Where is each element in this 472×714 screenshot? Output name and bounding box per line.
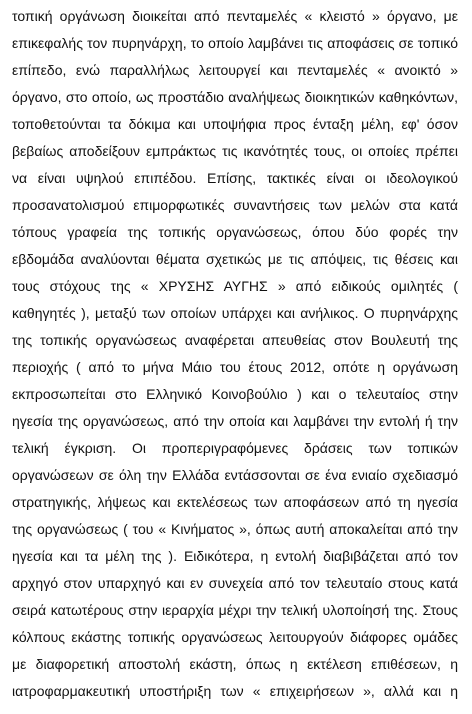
text-line: τελική έγκριση. Οι προπεριγραφόμενες δράσεις των τοπικών [12, 440, 458, 456]
text-line: κόλπους εκάστης τοπικής οργανώσεως λειτουργούν διάφορες ομάδες [12, 629, 458, 645]
text-line: τόπους γραφεία της τοπικής οργανώσεως, όπου δύο φορές την [12, 224, 458, 240]
text-line: ιατροφαρμακευτική υποστήριξη των « επιχειρήσεων », αλλά και η [12, 683, 458, 699]
text-line: βεβαίως αποδείξουν εμπράκτως τις ικανότητές τους, οι οποίες πρέπει [12, 143, 458, 159]
text-line: τοπική οργάνωση διοικείται από πενταμελές « κλειστό » όργανο, με [12, 8, 458, 24]
text-line: τους στόχους της « ΧΡΥΣΗΣ ΑΥΓΗΣ » από ειδικούς ομιλητές ( [12, 278, 458, 294]
text-line: προσανατολισμού επιμορφωτικές συναντήσεις των μελών στα κατά [12, 197, 458, 213]
text-line: να είναι υψηλού επιπέδου. Επίσης, τακτικές είναι οι ιδεολογικού [12, 170, 458, 186]
text-line: όργανο, στο οποίο, ως προστάδιο αναλήψεως διοικητικών καθηκόντων, [12, 89, 458, 105]
text-line: ηγεσία και τα μέλη της ). Ειδικότερα, η εντολή διαβιβάζεται από τον [12, 548, 458, 564]
text-line: της τοπικής οργανώσεως αναφέρεται απευθείας στον Βουλευτή της [12, 332, 458, 348]
text-line: καθηγητές ), μεταξύ των οποίων υπάρχει και ανήλικος. Ο πυρηνάρχης [12, 305, 458, 321]
text-line: οργανώσεων σε όλη την Ελλάδα εντάσσονται σε ένα ενιαίο σχεδιασμό [12, 467, 458, 483]
text-line: περιοχής ( από το μήνα Μάιο του έτους 2012, οπότε η οργάνωση [12, 359, 458, 375]
text-line: επίπεδο, ενώ παραλλήλως λειτουργεί και πενταμελές « ανοικτό » [12, 62, 458, 78]
text-line: σειρά κατωτέρους στην ιεραρχία μέχρι την τελική υλοποίησή της. Στους [12, 602, 458, 618]
text-line: ηγεσία της οργανώσεως, από την οποία και λαμβάνει την εντολή ή την [12, 413, 458, 429]
text-line: αρχηγό στον υπαρχηγό και εν συνεχεία από τον τελευταίο στους κατά [12, 575, 458, 591]
text-line: στρατηγικής, λήψεως και εκτελέσεως των αποφάσεων από τη ηγεσία [12, 494, 458, 510]
text-line: εβδομάδα αναλύονται θέματα σχετικώς με τις απόψεις, τις θέσεις και [12, 251, 458, 267]
text-line: με διαφορετική αποστολή εκάστη, όπως η εκτέλεση επιθέσεων, η [12, 656, 458, 672]
text-line: της οργανώσεως ( του « Κινήματος », όπως αυτή αποκαλείται από την [12, 521, 458, 537]
text-line: τοποθετούνται τα δόκιμα και υποψήφια προς ένταξη μέλη, εφ' όσον [12, 116, 458, 132]
text-line: εκπροσωπείται στο Ελληνικό Κοινοβούλιο ) και ο τελευταίος στην [12, 386, 458, 402]
text-line: επικεφαλής τον πυρηνάρχη, το οποίο λαμβάνει τις αποφάσεις σε τοπικό [12, 35, 458, 51]
